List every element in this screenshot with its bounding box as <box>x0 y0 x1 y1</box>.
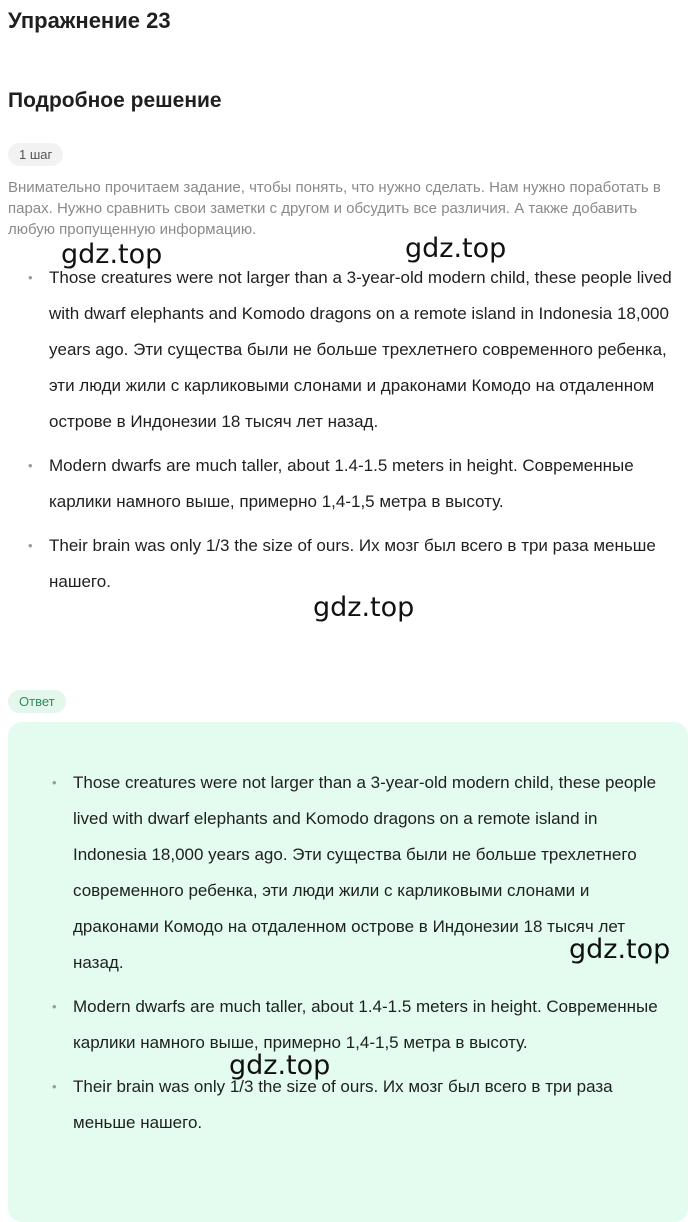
solution-item <box>28 448 694 520</box>
solution-intro: Внимательно прочитаем задание, чтобы понять, что нужно сделать. Нам нужно поработать в парах. Нужно сравнить свои заметки с другом и обсудить все различия. А также добавить любую пропущенную информацию. <box>8 179 661 238</box>
step-badge: 1 шаг <box>8 143 63 166</box>
section-title: Подробное решение <box>8 89 222 112</box>
bullet-icon: • <box>52 1079 57 1094</box>
solution-item-text: Those creatures were not larger than a 3-year-old modern child, these people lived with dwarf elephants and Komodo dragons on a remote island in Indonesia 18,000 years ago. Эти существа были не больше трехлетнего современного ребенка, эти люди жили с карликовыми слонами и драконами Комодо на отдаленном острове в Индонезии 18 тысяч лет назад. <box>49 268 672 431</box>
page-title: Упражнение 23 <box>8 8 171 33</box>
solution-item-text: Modern dwarfs are much taller, about 1.4-1.5 meters in height. Современные карлики намного выше, примерно 1,4-1,5 метра в высоту. <box>49 456 634 511</box>
solution-item <box>28 260 694 440</box>
solution-item-text: Their brain was only 1/3 the size of ours. Их мозг был всего в три раза меньше нашего. <box>49 536 656 591</box>
bullet-icon: • <box>52 775 57 790</box>
watermark: gdz.top <box>61 239 163 270</box>
solution-list <box>28 260 694 608</box>
watermark: gdz.top <box>405 233 507 264</box>
watermark: gdz.top <box>313 592 415 623</box>
bullet-icon: • <box>52 999 57 1014</box>
answer-item <box>52 1069 668 1141</box>
answer-item <box>52 989 668 1061</box>
watermark: gdz.top <box>229 1050 331 1081</box>
answer-badge: Ответ <box>8 690 66 713</box>
answer-item-text: Their brain was only 1/3 the size of ours. Их мозг был всего в три раза меньше нашего. <box>73 1077 613 1132</box>
bullet-icon: • <box>28 458 33 473</box>
solution-item <box>28 528 694 600</box>
bullet-icon: • <box>28 270 33 285</box>
watermark: gdz.top <box>569 934 671 965</box>
answer-item-text: Those creatures were not larger than a 3-year-old modern child, these people lived with dwarf elephants and Komodo dragons on a remote island in Indonesia 18,000 years ago. Эти существа были не больше трехлетнего современного ребенка, эти люди жили с карликовыми слонами и драконами Комодо на отдаленном острове в Индонезии 18 тысяч лет назад. <box>73 773 657 972</box>
answer-item-text: Modern dwarfs are much taller, about 1.4-1.5 meters in height. Современные карлики намного выше, примерно 1,4-1,5 метра в высоту. <box>73 997 658 1052</box>
bullet-icon: • <box>28 538 33 553</box>
